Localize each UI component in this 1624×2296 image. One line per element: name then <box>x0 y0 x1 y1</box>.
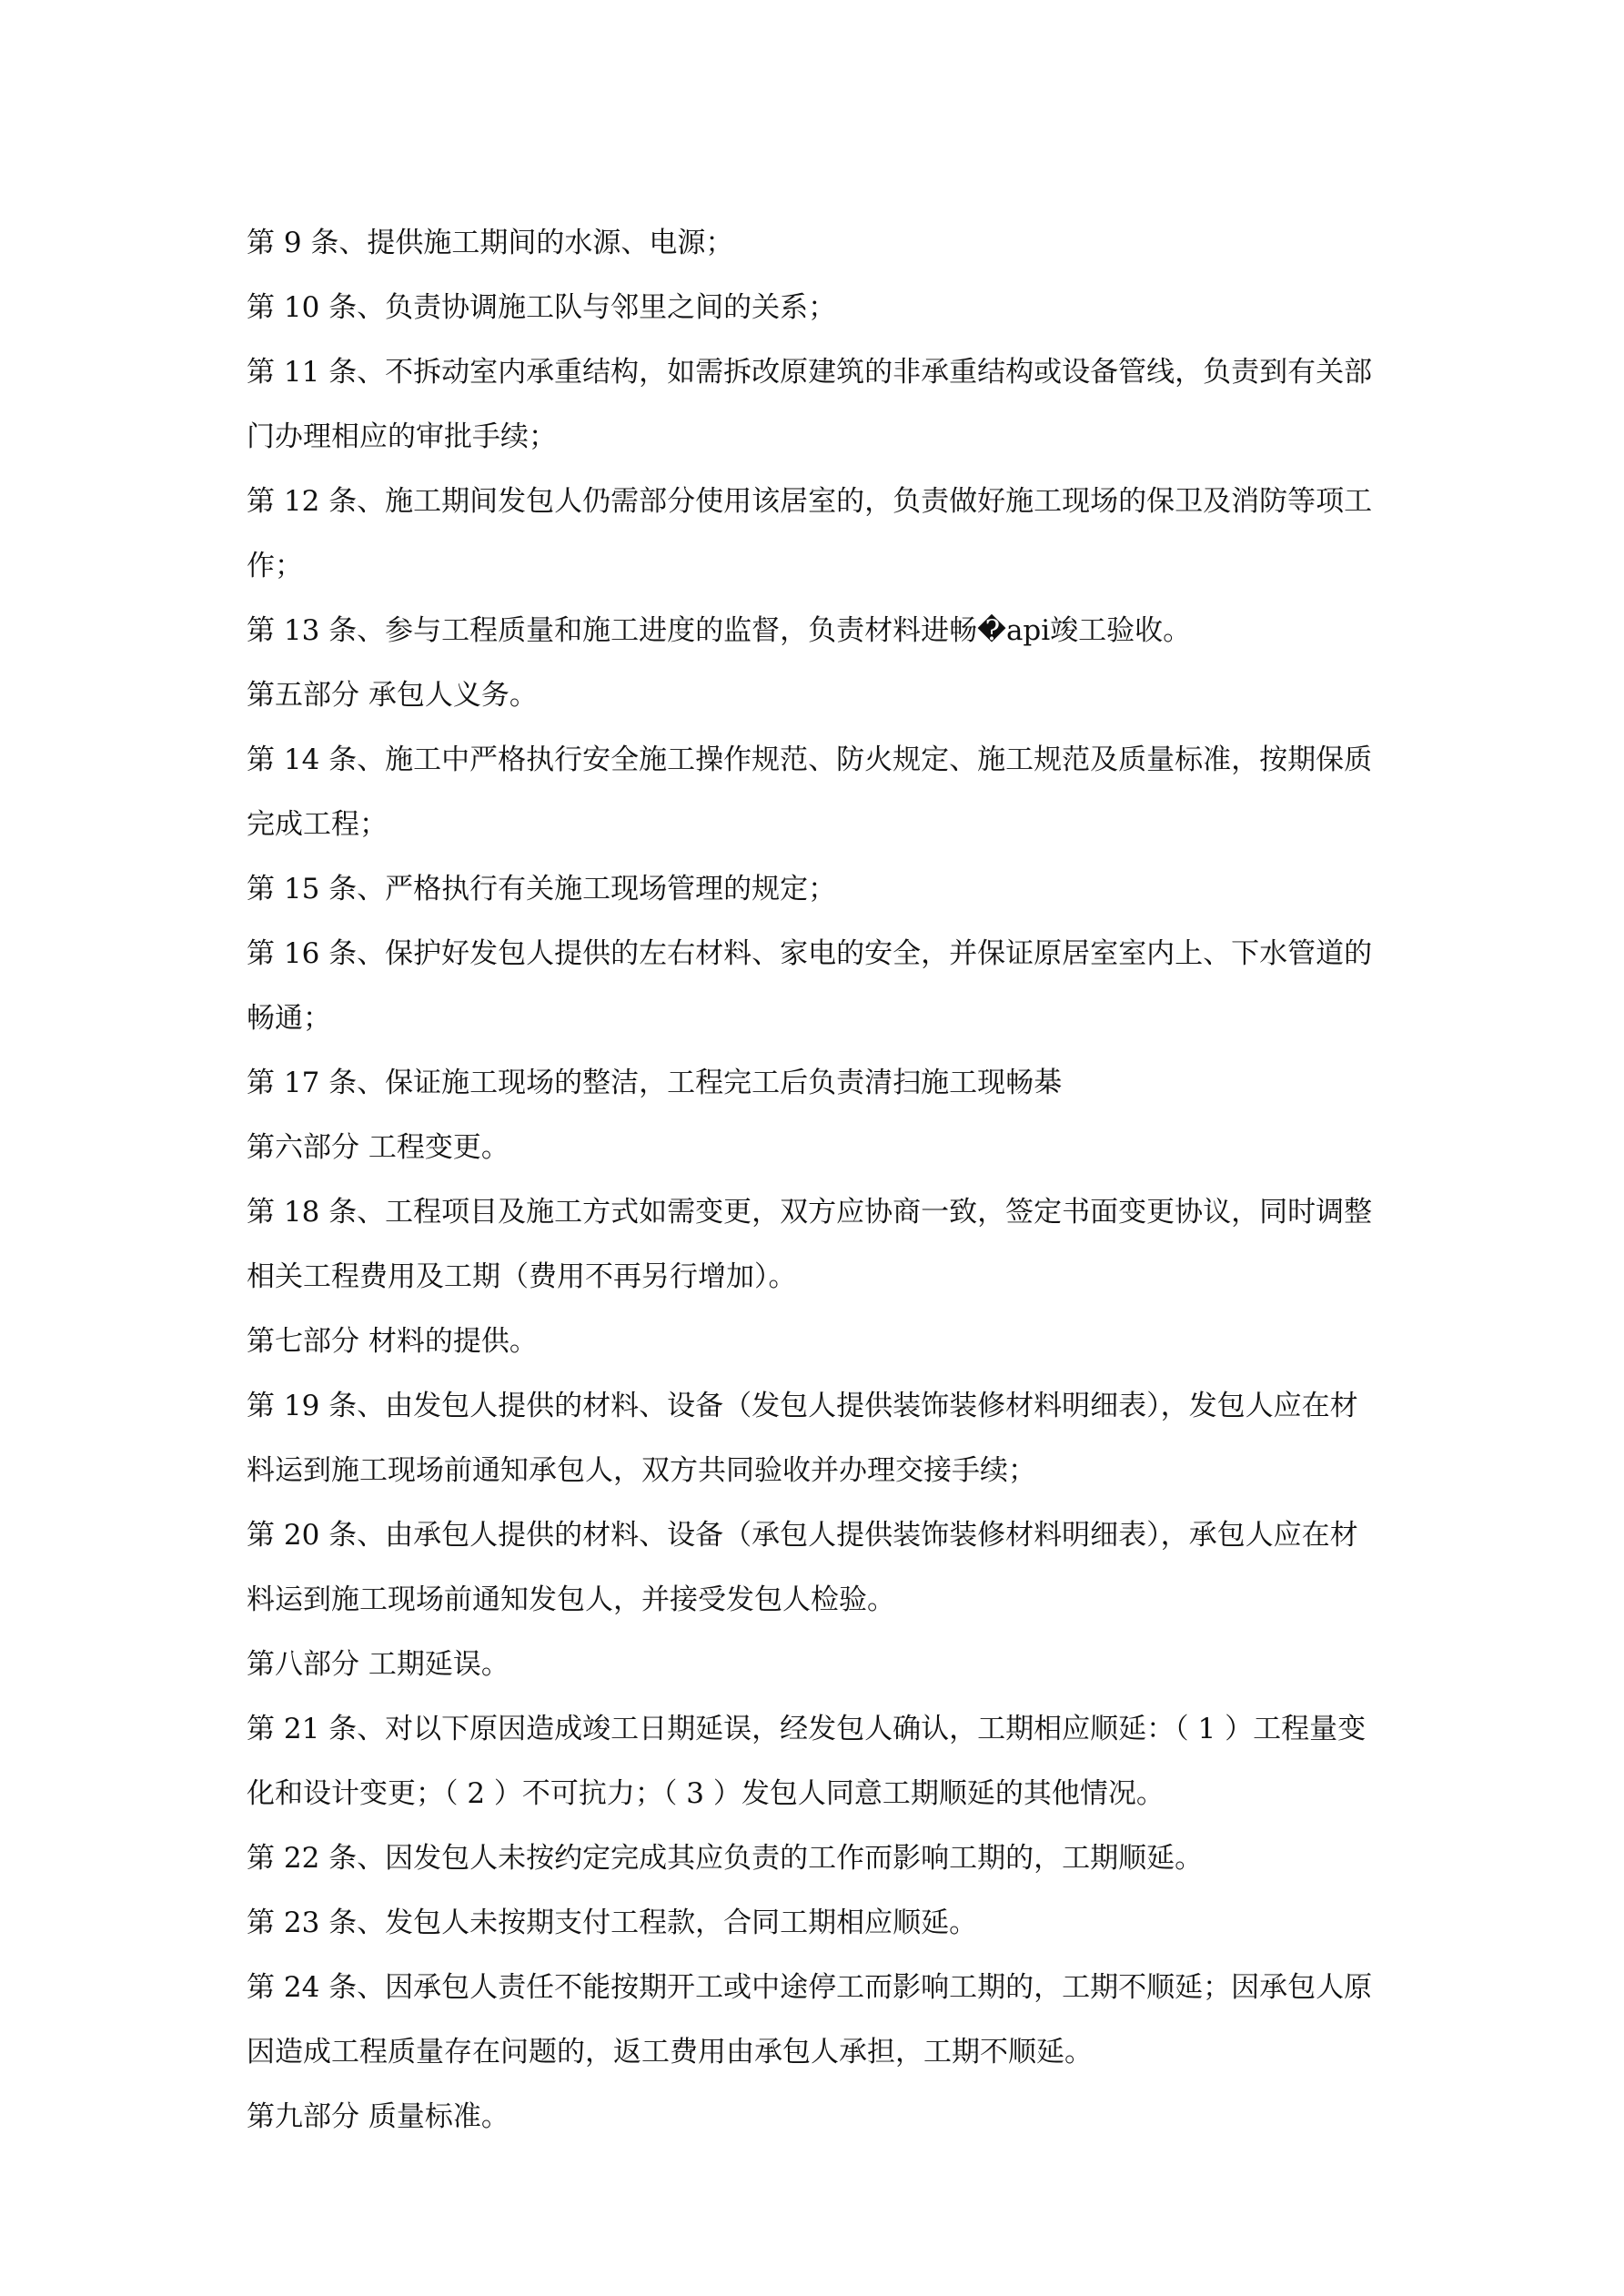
text-line: 第 23 条、发包人未按期支付工程款，合同工期相应顺延。 <box>247 1907 978 1939</box>
text-line: 第 11 条、不拆动室内承重结构，如需拆改原建筑的非承重结构或设备管线，负责到有关部 <box>247 356 1373 389</box>
text-line: 第 21 条、对以下原因造成竣工日期延误，经发包人确认，工期相应顺延：（ 1 ）工程量变 <box>247 1713 1367 1745</box>
text-line: 第 18 条、工程项目及施工方式如需变更，双方应协商一致，签定书面变更协议，同时调整 <box>247 1196 1373 1229</box>
section-heading: 第八部分 工期延误。 <box>247 1648 509 1681</box>
text-line: 相关工程费用及工期（费用不再另行增加）。 <box>247 1260 797 1293</box>
text-line: 作； <box>247 550 303 582</box>
text-line: 第 14 条、施工中严格执行安全施工操作规范、防火规定、施工规范及质量标准，按期保质 <box>247 743 1373 776</box>
text-line: 完成工程； <box>247 808 388 841</box>
text-line: 料运到施工现场前通知承包人，双方共同验收并办理交接手续； <box>247 1454 1036 1487</box>
text-line: 化和设计变更；（ 2 ）不可抗力；（ 3 ）发包人同意工期顺延的其他情况。 <box>247 1777 1165 1810</box>
text-line: 第 13 条、参与工程质量和施工进度的监督，负责材料进畅�api竣工验收。 <box>247 614 1192 647</box>
text-line: 第 9 条、提供施工期间的水源、电源； <box>247 227 734 259</box>
text-line: 畅通； <box>247 1002 331 1035</box>
text-line: 第 24 条、因承包人责任不能按期开工或中途停工而影响工期的，工期不顺延；因承包人原 <box>247 1971 1373 2004</box>
section-heading: 第九部分 质量标准。 <box>247 2100 509 2133</box>
section-heading: 第七部分 材料的提供。 <box>247 1325 538 1358</box>
text-line: 料运到施工现场前通知发包人，并接受发包人检验。 <box>247 1583 895 1616</box>
text-line: 第 20 条、由承包人提供的材料、设备（承包人提供装饰装修材料明细表），承包人应在材 <box>247 1519 1358 1552</box>
text-line: 第 15 条、严格执行有关施工现场管理的规定； <box>247 873 837 905</box>
text-line: 第 17 条、保证施工现场的整洁，工程完工后负责清扫施工现畅棊 <box>247 1067 1063 1099</box>
text-line: 第 19 条、由发包人提供的材料、设备（发包人提供装饰装修材料明细表），发包人应在材 <box>247 1390 1358 1422</box>
document-body <box>247 211 1397 2149</box>
section-heading: 第六部分 工程变更。 <box>247 1131 509 1164</box>
text-line: 第 10 条、负责协调施工队与邻里之间的关系； <box>247 291 837 324</box>
text-line: 第 16 条、保护好发包人提供的左右材料、家电的安全，并保证原居室室内上、下水管道的 <box>247 937 1373 970</box>
text-line: 第 22 条、因发包人未按约定完成其应负责的工作而影响工期的，工期顺延。 <box>247 1842 1204 1875</box>
text-line: 门办理相应的审批手续； <box>247 420 557 453</box>
text-line: 因造成工程质量存在问题的，返工费用由承包人承担，工期不顺延。 <box>247 2036 1093 2068</box>
text-line: 第 12 条、施工期间发包人仍需部分使用该居室的，负责做好施工现场的保卫及消防等项工 <box>247 485 1373 518</box>
section-heading: 第五部分 承包人义务。 <box>247 679 538 712</box>
